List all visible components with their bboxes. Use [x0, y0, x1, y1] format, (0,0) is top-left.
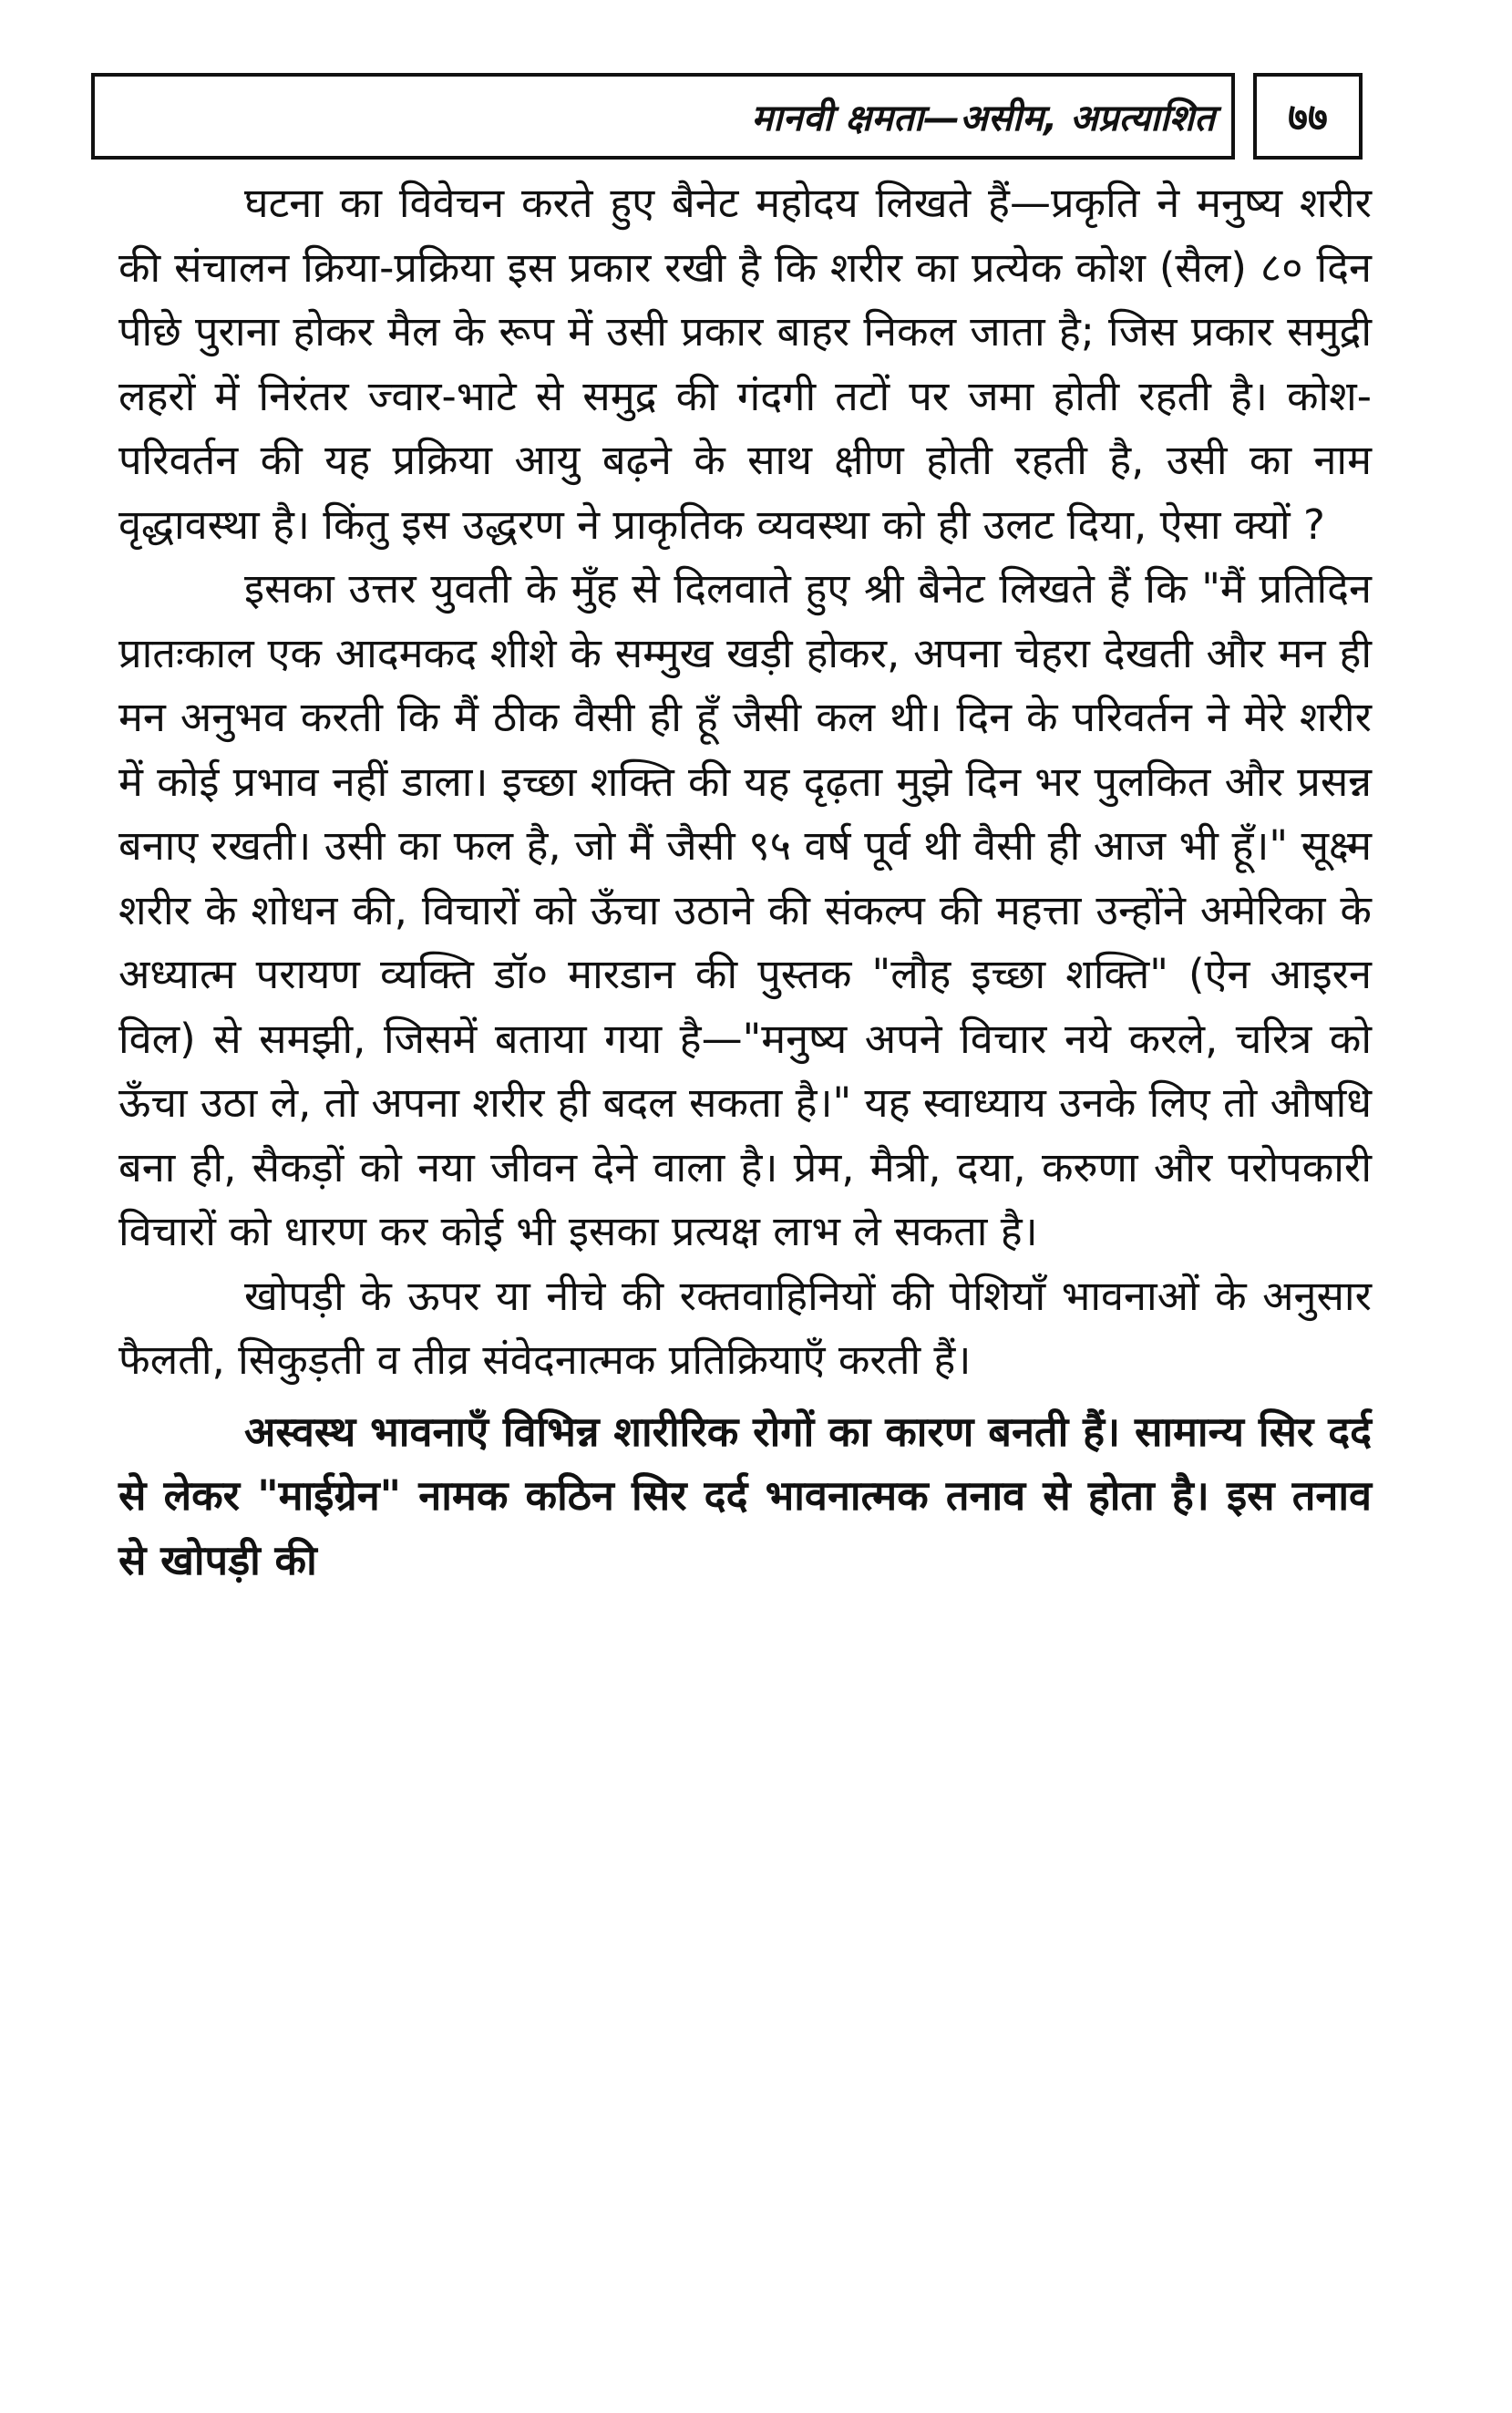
paragraph: घटना का विवेचन करते हुए बैनेट महोदय लिखते हैं—प्रकृति ने मनुष्य शरीर की संचालन क्रिया-प्रक्रिया इस प्रकार रखी है कि शरीर का प्रत्येक कोश (सैल) ८० दिन पीछे पुराना होकर मैल के रूप में उसी प्रकार बाहर निकल जाता है; जिस प्रकार समुद्री लहरों में निरंतर ज्वार-भाटे से समुद्र की गंदगी तटों पर जमा होती रहती है। कोश-परिवर्तन की यह प्रक्रिया आयु बढ़ने के साथ क्षीण होती रहती है, उसी का नाम वृद्धावस्था है। किंतु इस उद्धरण ने प्राकृतिक व्यवस्था को ही उलट दिया, ऐसा क्यों ? [118, 179, 1372, 549]
page-number-box [1253, 73, 1363, 160]
paragraph: अस्वस्थ भावनाएँ विभिन्न शारीरिक रोगों का कारण बनती हैं। सामान्य सिर दर्द से लेकर "माईग्रेन" नामक कठिन सिर दर्द भावनात्मक तनाव से होता है। इस तनाव से खोपड़ी की [118, 1407, 1372, 1584]
chapter-title: मानवी क्षमता—असीम, अप्रत्याशित [751, 98, 1215, 139]
paragraph: इसका उत्तर युवती के मुँह से दिलवाते हुए श्री बैनेट लिखते हैं कि "मैं प्रतिदिन प्रातःकाल एक आदमकद शीशे के सम्मुख खड़ी होकर, अपना चेहरा देखती और मन ही मन अनुभव करती कि मैं ठीक वैसी ही हूँ जैसी कल थी। दिन के परिवर्तन ने मेरे शरीर में कोई प्रभाव नहीं डाला। इच्छा शक्ति की यह दृढ़ता मुझे दिन भर पुलकित और प्रसन्न बनाए रखती। उसी का फल है, जो मैं जैसी ९५ वर्ष पूर्व थी वैसी ही आज भी हूँ।" सूक्ष्म शरीर के शोधन की, विचारों को ऊँचा उठाने की संकल्प की महत्ता उन्होंने अमेरिका के अध्यात्म परायण व्यक्ति डॉ० मारडान की पुस्तक "लौह इच्छा शक्ति" (ऐन आइरन विल) से समझी, जिसमें बताया गया है—"मनुष्य अपने विचार नये करले, चरित्र को ऊँचा उठा ले, तो अपना शरीर ही बदल सकता है।" यह स्वाध्याय उनके लिए तो औषधि बना ही, सैकड़ों को नया जीवन देने वाला है। प्रेम, मैत्री, दया, करुणा और परोपकारी विचारों को धारण कर कोई भी इसका प्रत्यक्ष लाभ ले सकता है। [118, 564, 1372, 1255]
header-title-box [91, 73, 1235, 160]
paragraph: खोपड़ी के ऊपर या नीचे की रक्तवाहिनियों की पेशियाँ भावनाओं के अनुसार फैलती, सिकुड़ती व तीव्र संवेदनात्मक प्रतिक्रियाएँ करती हैं। [118, 1271, 1372, 1384]
running-header [91, 73, 1363, 160]
body-text [118, 171, 1372, 1593]
page-number: ७७ [1288, 95, 1328, 139]
